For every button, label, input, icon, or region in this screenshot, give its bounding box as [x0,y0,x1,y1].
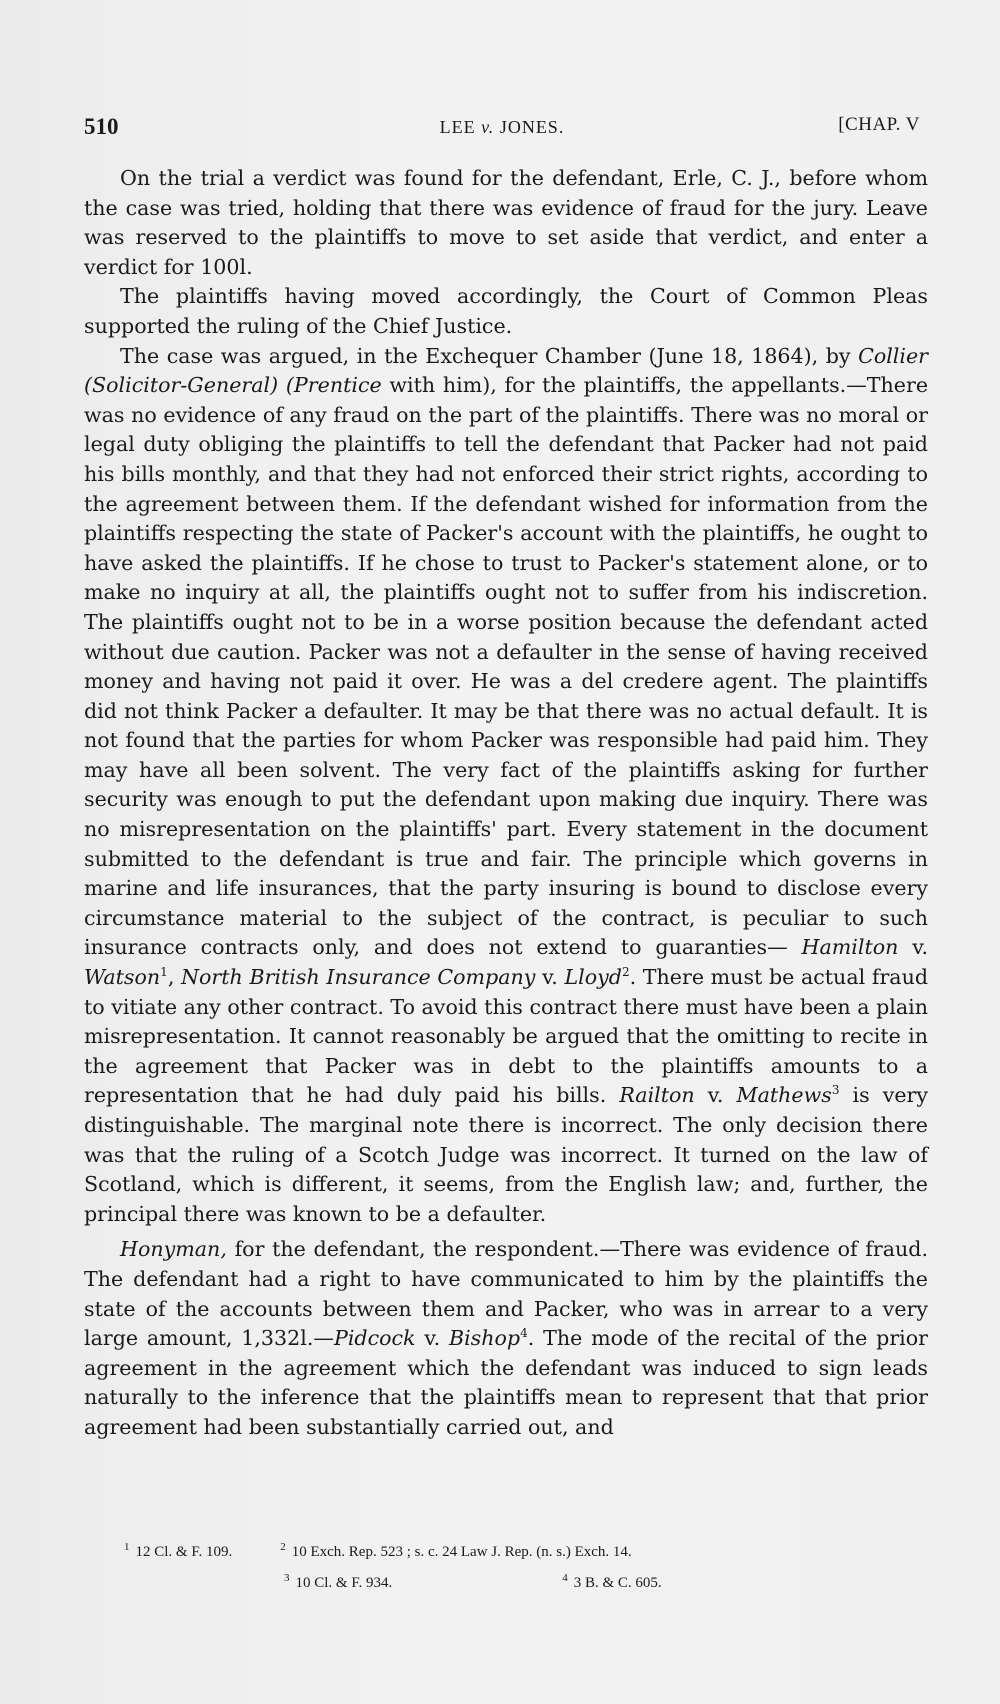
case-party: Pidcock [333,1326,416,1351]
footnote-3 [284,1565,392,1596]
text-segment: with him), for the plaintiffs, the appellants.—There was no evidence of any fraud on the part of the plaintiffs. There was no moral or legal duty obliging the plaintiffs to tell the defendant that Packer had not paid his bills monthly, and that they had not enforced their strict rights, according to the agreement between them. If the defendant wished for information from the plaintiffs respecting the state of Packer's account with the plaintiffs, he ought to have asked the plaintiffs. If he chose to trust to Packer's statement alone, or to make no inquiry at all, the plaintiffs ought not to suffer from his indiscretion. The plaintiffs ought not to be in a worse position because the defendant acted without due caution. Packer was not a defaulter in the sense of having received money and having not paid it over. He was a del credere agent. The plaintiffs did not think Packer a defaulter. It may be that there was no actual default. It is not found that the parties for whom Packer was responsible had paid him. They may have all been solvent. The very fact of the plaintiffs asking for further security was enough to put the defendant upon making due inquiry. There was no misrepresentation on the plaintiffs' part. Every statement in the document submitted to the defendant is true and fair. The principle which governs in marine and life insurances, that the party insuring is bound to disclose every circumstance material to the subject of the contract, is peculiar to such insurance contracts only, and does not extend to guaranties— [84,373,929,960]
case-versus: v. [707,1083,724,1108]
footnote-ref: 2 [621,965,630,980]
footnote-text: 3 B. & C. 605. [573,1575,662,1591]
text-segment: , [167,965,175,990]
text-segment: is very distinguishable. The marginal note there is incorrect. The only decision there was that the ruling of a Scotch Judge was incorrect. It turned on the law of Scotland, which is different, it seems, from the English law; and, further, the principal there was known to be a defaulter. [84,1083,929,1226]
case-versus: v. [912,935,929,960]
case-party: Mathews [736,1083,832,1108]
footnote-text: 10 Cl. & F. 934. [295,1575,393,1591]
case-party: Watson [84,965,161,990]
body-text [84,164,928,1443]
case-versus: v. [542,965,558,990]
footnote-number: 4 [562,1572,568,1584]
text-segment: . There must be actual fraud to vitiate any other contract. To avoid this contract there must have been a plain misrepresentation. It cannot reasonably be argued that the omitting to recite in the agreement that Packer was in debt to the plaintiffs amounts to a representation that he had duly paid his bills. [84,965,929,1108]
case-versus: v. [424,1326,441,1351]
footnote-number: 1 [124,1541,130,1553]
paragraph-court-ruling: The plaintiffs having moved accordingly, the Court of Common Pleas supported the ruling of the Chief Justice. [84,284,928,338]
footnote-text: 10 Exch. Rep. 523 ; s. c. 24 Law J. Rep. (n. s.) Exch. 14. [291,1544,632,1560]
footnotes [84,1534,928,1596]
running-title [84,117,920,138]
footnote-text: 12 Cl. & F. 109. [135,1544,233,1560]
footnote-ref: 1 [160,965,168,980]
running-header [84,114,920,144]
case-party: North British Insurance Company [181,965,536,990]
footnote-ref: 4 [520,1326,528,1341]
counsel-name: (Prentice [285,373,382,398]
page-number: 510 [84,114,119,139]
title-party-b: JONES. [499,117,565,137]
footnote-number: 2 [280,1541,286,1553]
counsel-name: Collier [858,343,929,368]
title-versus: v. [481,117,495,137]
chapter-marker: [CHAP. V [838,114,920,135]
paragraph-respondent-argument [84,1235,928,1442]
counsel-title: (Solicitor-General) [84,373,279,398]
footnote-4 [562,1565,661,1596]
case-party: Hamilton [801,935,899,960]
paragraph-plaintiffs-argument [84,342,928,1230]
paragraph-verdict: On the trial a verdict was found for the defendant, Erle, C. J., before whom the case was tried, holding that there was evidence of fraud for the jury. Leave was reserved to the plaintiffs to move to set aside that verdict, and enter a verdict for 100l. [84,166,928,279]
footnote-ref: 3 [831,1083,840,1098]
case-party: Lloyd [564,965,622,990]
text-segment: for the defendant, the respondent.—There was evidence of fraud. The defendant had a right to have communicated to him by the plaintiffs the state of the accounts between them and Packer, who was in arrear to a very large amount, 1,332l.— [84,1237,928,1351]
case-party: Railton [619,1083,695,1108]
footnote-number: 3 [284,1572,290,1584]
footnote-2 [280,1534,631,1565]
text-segment: The case was argued, in the Exchequer Chamber (June 18, 1864), by [120,343,851,368]
counsel-name: Honyman, [120,1237,227,1262]
footnote-1 [124,1534,232,1565]
footnote-row [84,1565,928,1596]
title-party-a: LEE [439,117,476,137]
footnote-row [84,1534,928,1565]
case-party: Bishop [448,1326,521,1351]
text-segment: . The mode of the recital of the prior agreement in the agreement which the defendant was induced to sign leads naturally to the inference that the plaintiffs mean to represent that that prior agreement had been substantially carried out, and [84,1326,929,1439]
